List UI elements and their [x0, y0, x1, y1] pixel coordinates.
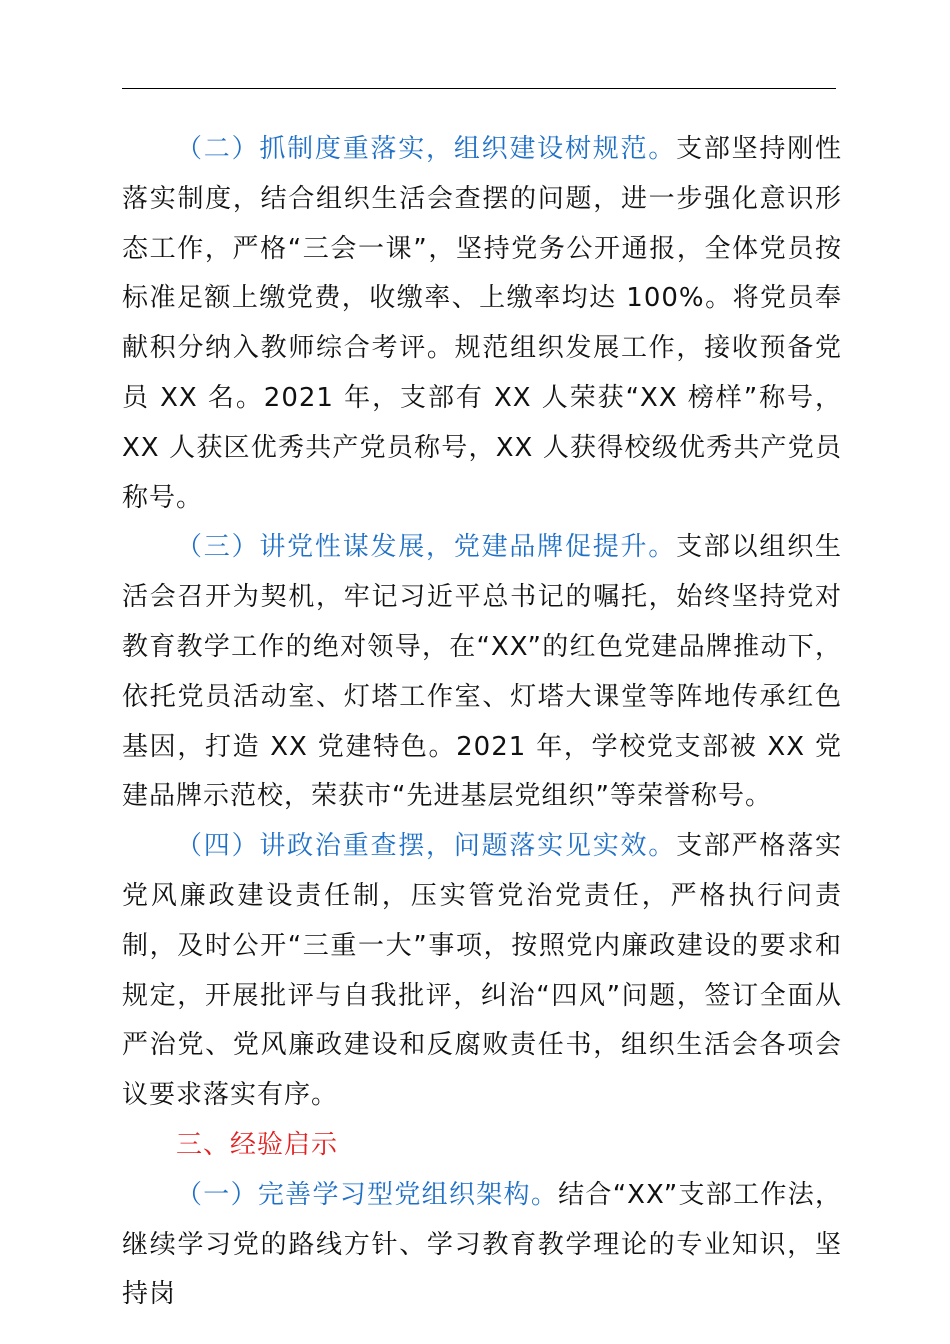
section-title: 三、经验启示 [176, 1129, 339, 1160]
paragraph-5 [122, 1171, 842, 1320]
document-body [122, 125, 842, 1320]
header-rule [122, 88, 836, 89]
paragraph-text: 支部坚持刚性落实制度，结合组织生活会查摆的问题，进一步强化意识形态工作，严格“三会一课”，坚持党务公开通报，全体党员按标准足额上缴党费，收缴率、上缴率均达 100%。将党员奉献积分纳入教师综合考评。规范组织发展工作，接收预备党员 XX 名。2021 年，支部有 XX 人荣获“XX 榜样”称号，XX 人获区优秀共产党员称号，XX 人获得校级优秀共产党员称号。 [122, 134, 842, 513]
paragraph-text: 结合“XX”支部工作法，继续学习党的路线方针、学习教育教学理论的专业知识，坚持岗 [122, 1179, 842, 1310]
paragraph-2 [122, 125, 842, 523]
paragraph-heading: （一）完善学习型党组织架构。 [176, 1179, 559, 1210]
paragraph-heading: （二）抓制度重落实，组织建设树规范。 [176, 134, 677, 164]
paragraph-4 [122, 822, 842, 1121]
paragraph-heading: （四）讲政治重查摆，问题落实见实效。 [176, 831, 677, 862]
paragraph-3 [122, 523, 842, 822]
paragraph-text: 支部严格落实党风廉政建设责任制，压实管党治党责任，严格执行问责制，及时公开“三重一大”事项，按照党内廉政建设的要求和规定，开展批评与自我批评，纠治“四风”问题，签订全面从严治党、党风廉政建设和反腐败责任书，组织生活会各项会议要求落实有序。 [122, 831, 842, 1111]
paragraph-text: 支部以组织生活会召开为契机，牢记习近平总书记的嘱托，始终坚持党对教育教学工作的绝对领导，在“XX”的红色党建品牌推动下，依托党员活动室、灯塔工作室、灯塔大课堂等阵地传承红色基因，打造 XX 党建特色。2021 年，学校党支部被 XX 党建品牌示范校，荣获市“先进基层党组织”等荣誉称号。 [122, 532, 842, 812]
paragraph-heading: （三）讲党性谋发展，党建品牌促提升。 [176, 532, 677, 563]
